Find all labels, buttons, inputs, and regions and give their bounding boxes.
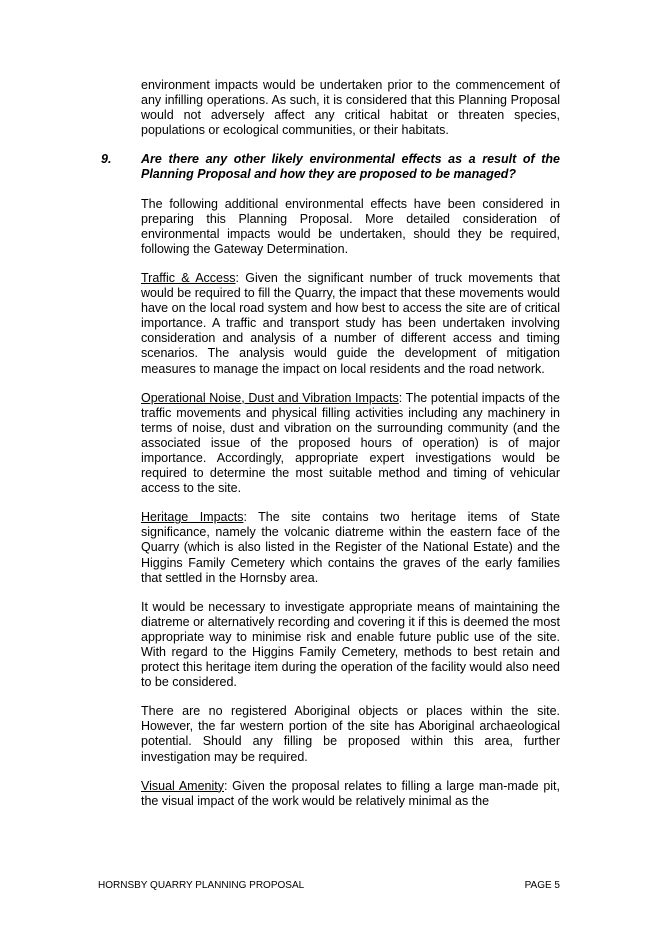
paragraph-traffic-access [141,271,560,377]
paragraph-visual-amenity [141,779,560,809]
paragraph-operational-noise [141,391,560,497]
paragraph-habitat-conclusion: environment impacts would be undertaken prior to the commencement of any infilling operations. As such, it is considered that this Planning Proposal would not adversely affect any critical habitat or threaten species, populations or ecological communities, or their habitats. [141,78,560,138]
heading-operational-noise: Operational Noise, Dust and Vibration Impacts [141,390,399,405]
question-9 [101,152,560,182]
heading-heritage-impacts: Heritage Impacts [141,510,244,525]
text-visual-amenity: : Given the proposal relates to filling a large man-made pit, the visual impact of the work would be relatively minimal as the [141,778,560,808]
paragraph-diatreme: It would be necessary to investigate appropriate means of maintaining the diatreme or alternatively recording and covering it if this is deemed the most appropriate way to minimise risk and enable future public use of the site. With regard to the Higgins Family Cemetery, methods to best retain and protect this heritage item during the operation of the facility would also need to be considered. [141,599,560,690]
paragraph-aboriginal: There are no registered Aboriginal objects or places within the site. However, the far western portion of the site has Aboriginal archaeological potential. Should any filling be proposed within this area, further investigation may be required. [141,704,560,764]
heading-visual-amenity: Visual Amenity [141,778,224,793]
text-heritage-impacts: : The site contains two heritage items of State significance, namely the volcanic diatreme within the eastern face of the Quarry (which is also listed in the Register of the National Estate) and the Higgins Family Cemetery which contains the graves of the early families that settled in the Hornsby area. [141,510,560,585]
footer-page-number: PAGE 5 [524,880,560,891]
footer-document-title: HORNSBY QUARRY PLANNING PROPOSAL [98,880,305,891]
text-operational-noise: : The potential impacts of the traffic movements and physical filling activities including any machinery in terms of noise, dust and vibration on the surrounding community (and the associated issue of the proposed hours of operation) is of major importance. Accordingly, appropriate expert investigations would be required to determine the most suitable method and timing of vehicular access to the site. [141,390,560,496]
text-traffic-access: : Given the significant number of truck movements that would be required to fill the Quarry, the impact that these movements would have on the local road system and how best to access the site are of critical importance. A traffic and transport study has been undertaken involving consideration and analysis of a number of different access and timing scenarios. The analysis would guide the development of mitigation measures to manage the impact on local residents and the road network. [141,270,560,376]
question-text: Are there any other likely environmental effects as a result of the Planning Proposal and how they are proposed to be managed? [141,152,560,182]
question-number: 9. [101,152,112,167]
heading-traffic-access: Traffic & Access [141,270,236,285]
paragraph-additional-effects: The following additional environmental effects have been considered in preparing this Planning Proposal. More detailed consideration of environmental impacts would be undertaken, should they be required, following the Gateway Determination. [141,196,560,256]
paragraph-heritage-impacts [141,510,560,585]
page-body [101,78,560,823]
